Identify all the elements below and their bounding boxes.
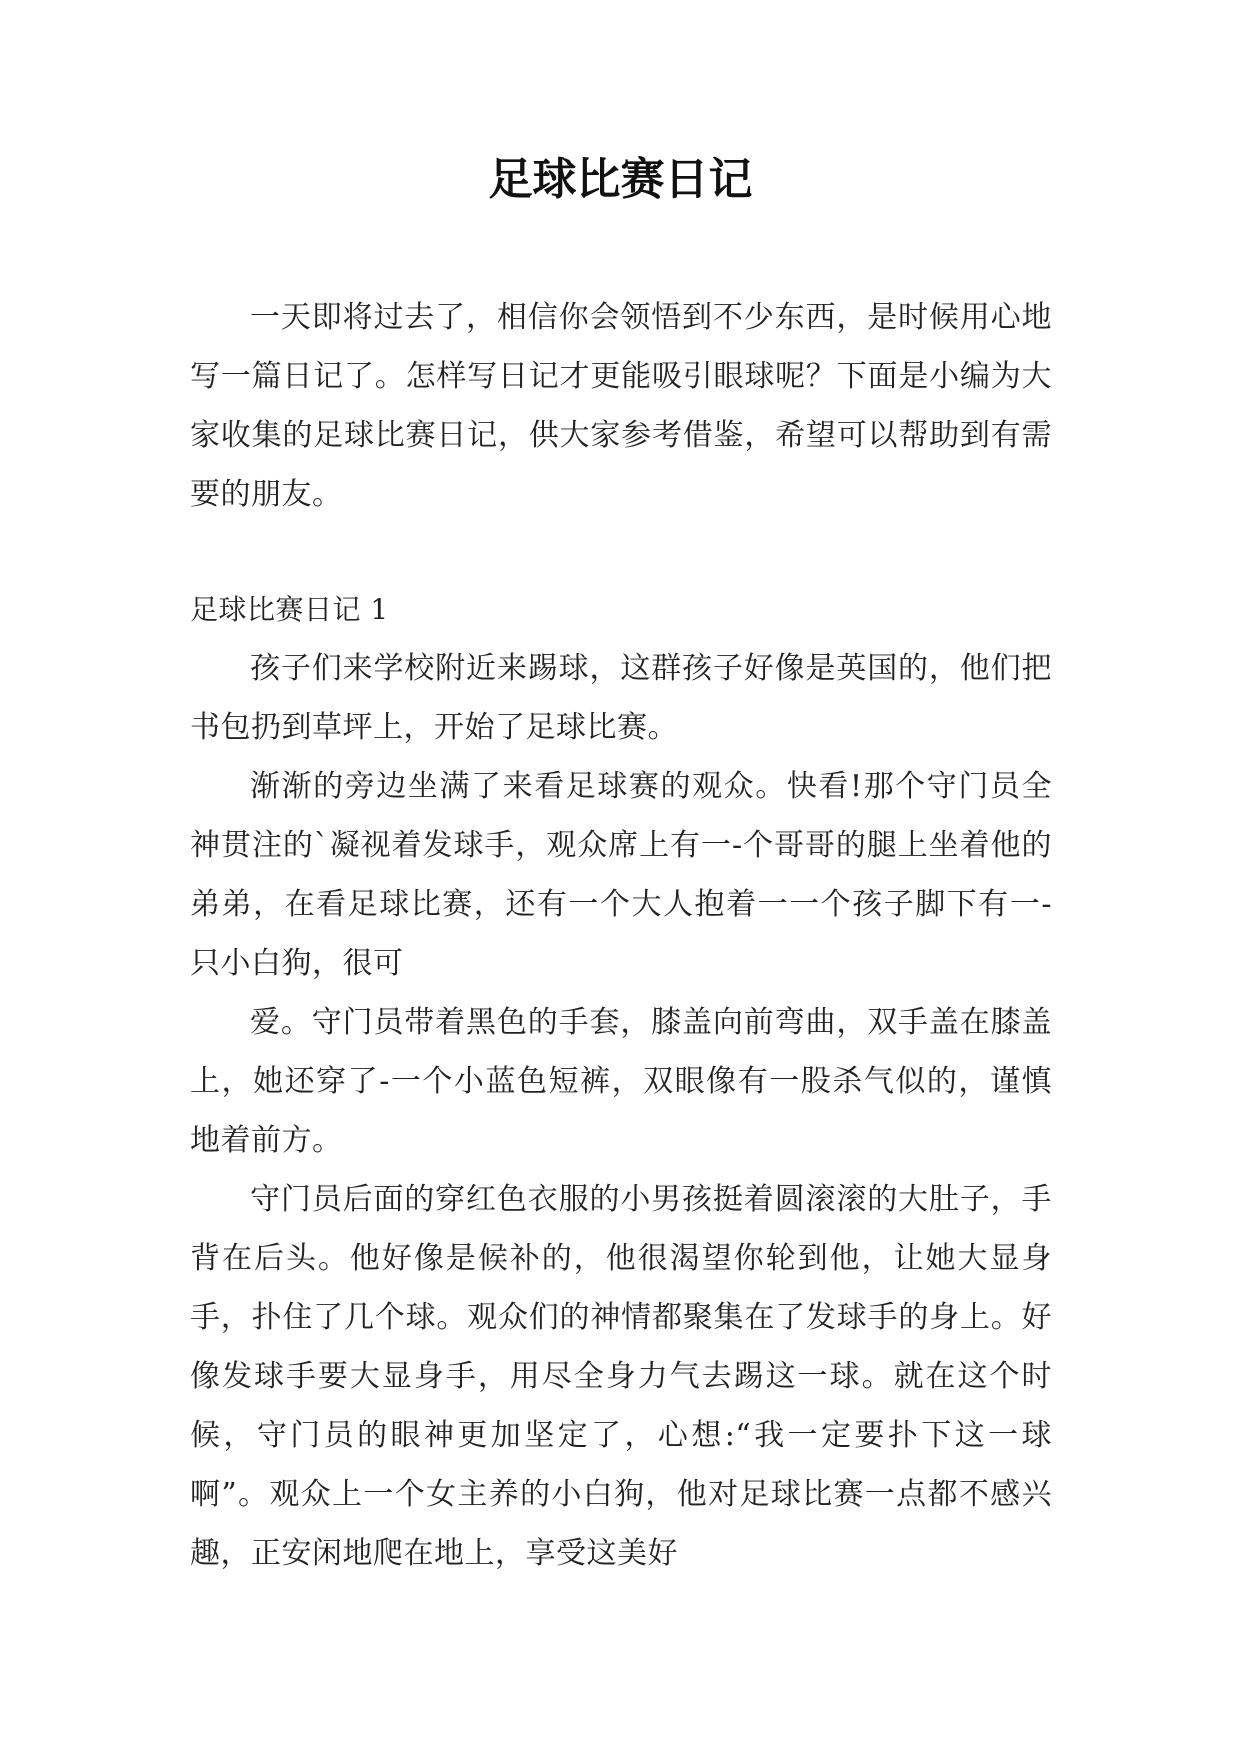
body-paragraph: 守门员后面的穿红色衣服的小男孩挺着圆滚滚的大肚子，手背在后头。他好像是候补的，他很渴望你轮到他，让她大显身手，扑住了几个球。观众们的神情都聚集在了发球手的身上。好像发球手要大显身手，用尽全身力气去踢这一球。就在这个时候，守门员的眼神更加坚定了，心想:“我一定要扑下这一球啊”。观众上一个女主养的小白狗，他对足球比赛一点都不感兴趣，正安闲地爬在地上，享受这美好 xyxy=(190,1182,1052,1571)
body-paragraph: 渐渐的旁边坐满了来看足球赛的观众。快看!那个守门员全神贯注的`凝视着发球手，观众席上有一-个哥哥的腿上坐着他的弟弟，在看足球比赛，还有一个大人抱着一一个孩子脚下有一-只小白狗，很可 xyxy=(190,769,1052,981)
body-paragraph: 爱。守门员带着黑色的手套，膝盖向前弯曲，双手盖在膝盖上，她还穿了-一个小蓝色短裤，双眼像有一股杀气似的，谨慎地着前方。 xyxy=(190,1005,1052,1158)
section-heading: 足球比赛日记 1 xyxy=(190,593,389,626)
body-paragraph: 孩子们来学校附近来踢球，这群孩子好像是英国的，他们把书包扔到草坪上，开始了足球比赛。 xyxy=(190,651,1052,745)
document-title: 足球比赛日记 xyxy=(488,154,753,205)
document-body xyxy=(190,288,1052,1583)
intro-paragraph: 一天即将过去了，相信你会领悟到不少东西，是时候用心地写一篇日记了。怎样写日记才更能吸引眼球呢？下面是小编为大家收集的足球比赛日记，供大家参考借鉴，希望可以帮助到有需要的朋友。 xyxy=(190,300,1052,512)
